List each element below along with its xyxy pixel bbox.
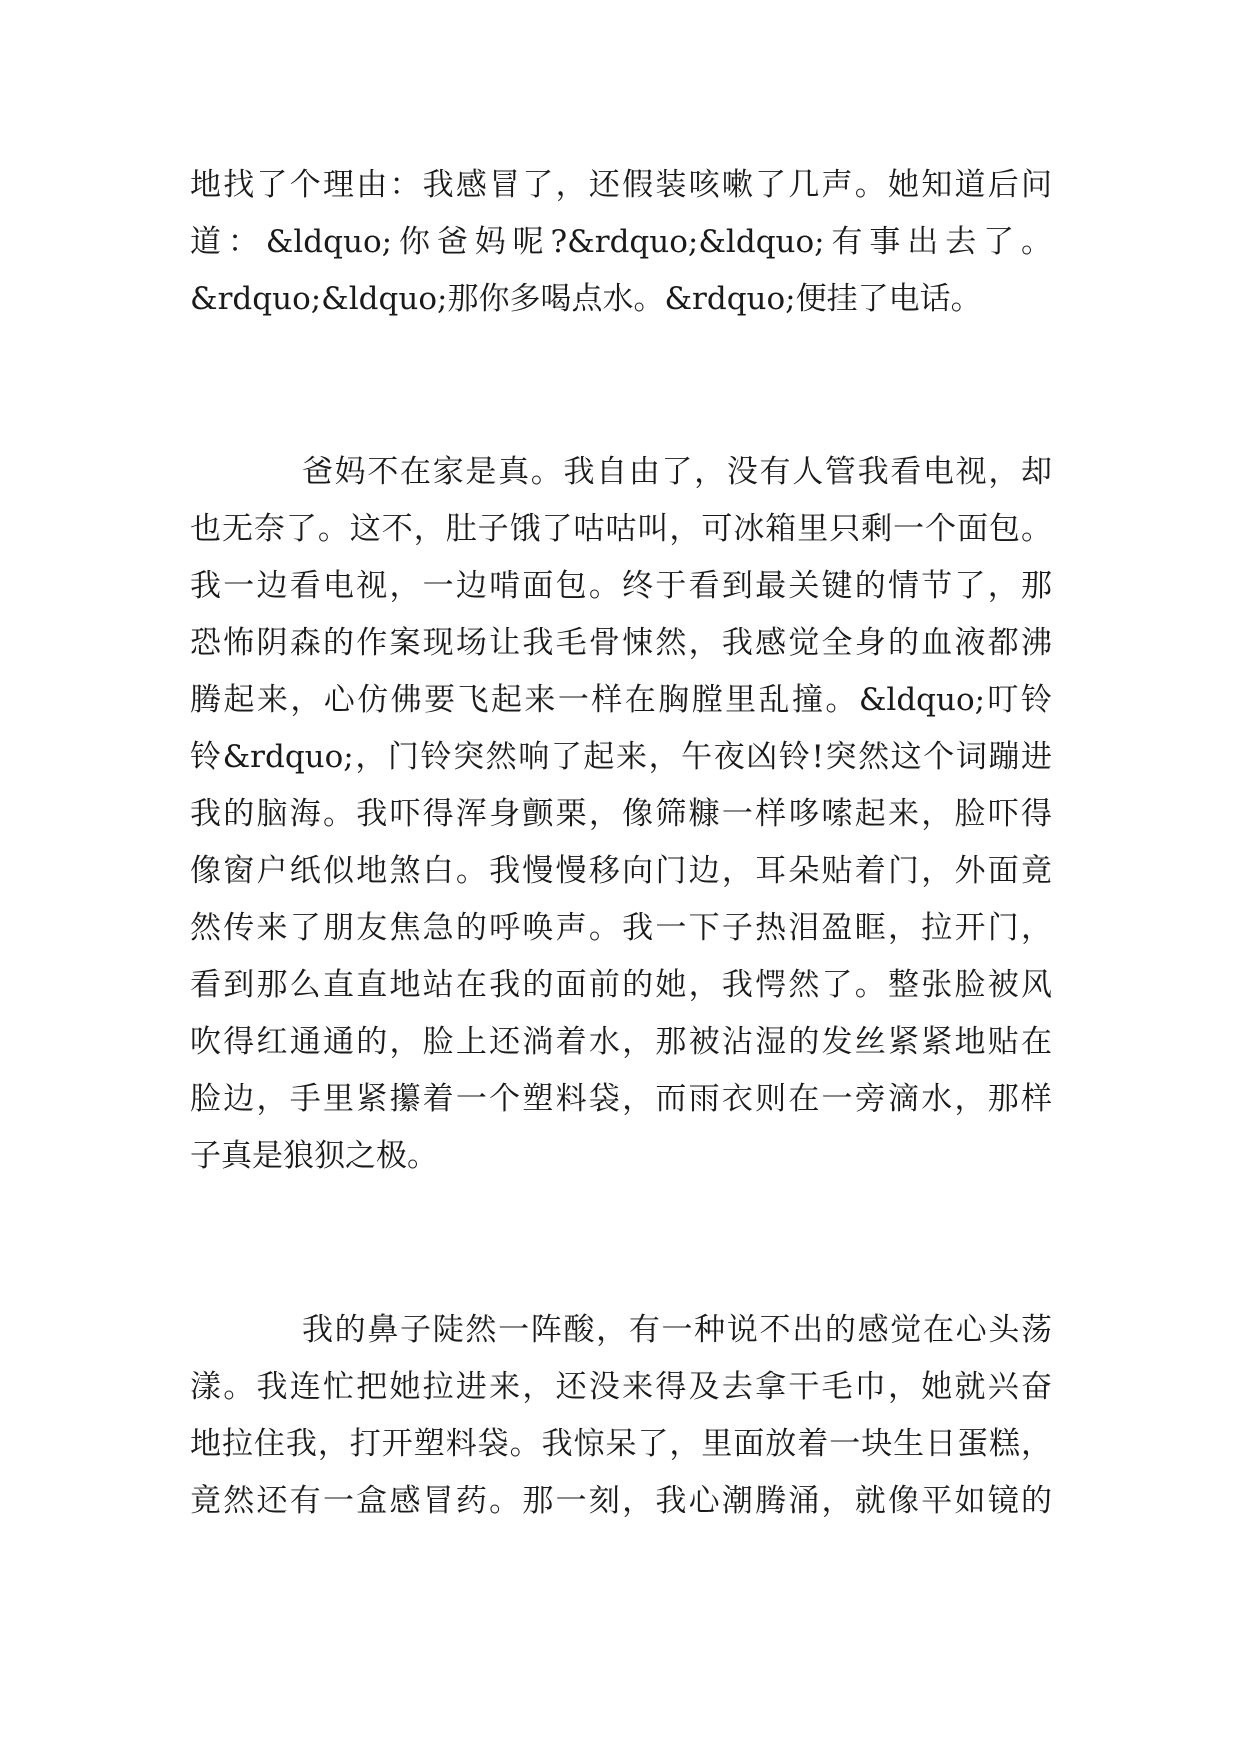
text-line: 像窗户纸似地煞白。我慢慢移向门边，耳朵贴着门，外面竟 <box>190 853 1052 889</box>
text-line: &rdquo;&ldquo;那你多喝点水。&rdquo;便挂了电话。 <box>190 281 982 317</box>
text-line: 竟然还有一盒感冒药。那一刻，我心潮腾涌，就像平如镜的 <box>190 1483 1052 1519</box>
text-line: 恐怖阴森的作案现场让我毛骨悚然，我感觉全身的血液都沸 <box>190 625 1052 661</box>
text-line: 我一边看电视，一边啃面包。终于看到最关键的情节了，那 <box>190 568 1052 604</box>
text-line: 子真是狼狈之极。 <box>190 1138 438 1174</box>
text-line: 铃&rdquo;，门铃突然响了起来，午夜凶铃!突然这个词蹦进 <box>190 739 1052 775</box>
text-line: 爸妈不在家是真。我自由了，没有人管我看电视，却 <box>302 454 1052 490</box>
text-line: 道：&ldquo;你爸妈呢?&rdquo;&ldquo;有事出去了。 <box>190 224 1052 260</box>
text-line: 我的脑海。我吓得浑身颤栗，像筛糠一样哆嗦起来，脸吓得 <box>190 796 1052 832</box>
text-line: 地找了个理由：我感冒了，还假装咳嗽了几声。她知道后问 <box>190 167 1052 203</box>
text-line: 看到那么直直地站在我的面前的她，我愕然了。整张脸被风 <box>190 967 1052 1003</box>
text-line: 地拉住我，打开塑料袋。我惊呆了，里面放着一块生日蛋糕， <box>190 1426 1052 1462</box>
text-line: 脸边，手里紧攥着一个塑料袋，而雨衣则在一旁滴水，那样 <box>190 1081 1052 1117</box>
text-line: 也无奈了。这不，肚子饿了咕咕叫，可冰箱里只剩一个面包。 <box>190 511 1052 547</box>
text-line: 吹得红通通的，脸上还淌着水，那被沾湿的发丝紧紧地贴在 <box>190 1024 1052 1060</box>
text-line: 腾起来，心仿佛要飞起来一样在胸膛里乱撞。&ldquo;叮铃 <box>190 682 1052 718</box>
text-line: 漾。我连忙把她拉进来，还没来得及去拿干毛巾，她就兴奋 <box>190 1369 1052 1405</box>
text-line: 我的鼻子陡然一阵酸，有一种说不出的感觉在心头荡 <box>302 1312 1052 1348</box>
text-line: 然传来了朋友焦急的呼唤声。我一下子热泪盈眶，拉开门， <box>190 910 1052 946</box>
